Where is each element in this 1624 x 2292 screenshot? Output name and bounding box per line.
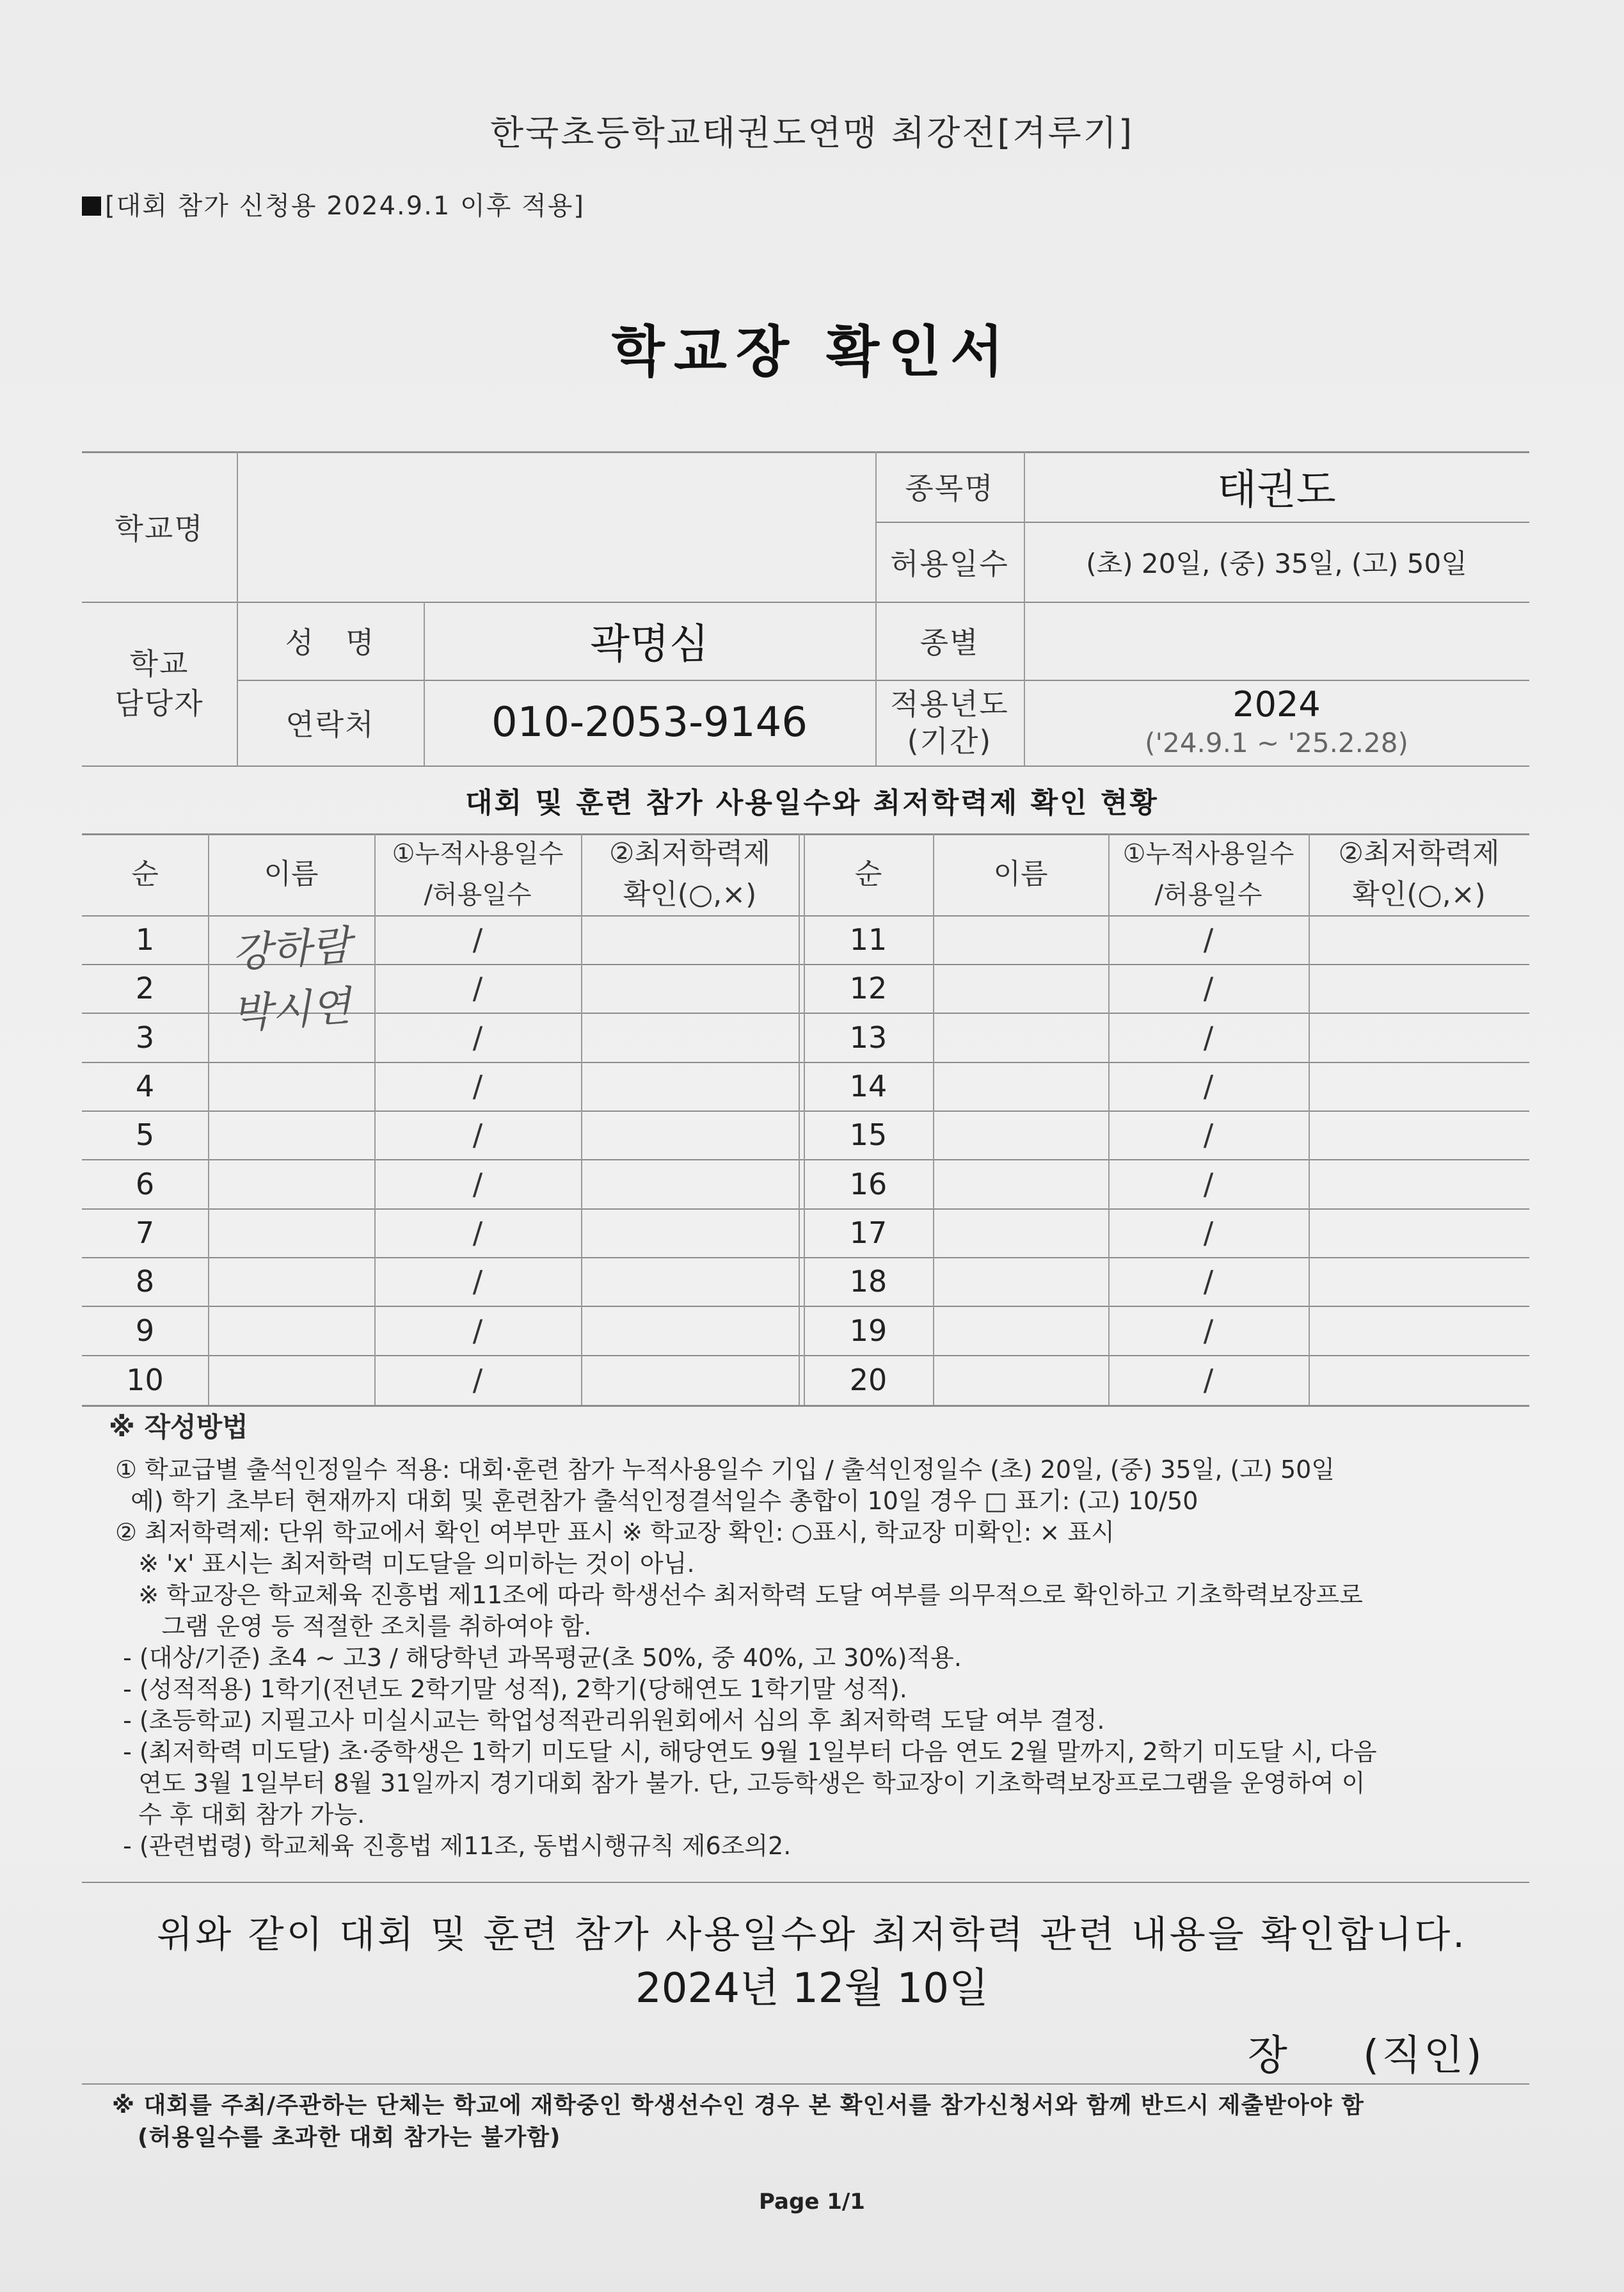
section-rule [82, 2083, 1529, 2085]
row-number: 3 [135, 1020, 155, 1055]
sport-label: 종목명 [905, 471, 994, 506]
row-number: 6 [135, 1166, 155, 1201]
header-usage: ①누적사용일수 /허용일수 [392, 839, 564, 910]
table-divider [581, 833, 582, 1405]
instruction-line: 연도 3월 1일부터 8월 31일까지 경기대회 참가 불가. 단, 고등학생은 학교장이 기초학력보장프로그램을 운영하여 이 [115, 1769, 1365, 1797]
school-name-label: 학교명 [115, 511, 204, 546]
row-number: 5 [135, 1118, 155, 1152]
usage-cell: / [472, 1215, 483, 1250]
usage-cell: / [472, 971, 483, 1006]
header-academic: ②최저학력제 확인(○,×) [609, 837, 770, 911]
row-number: 14 [849, 1069, 888, 1103]
category-value [1024, 602, 1529, 680]
row-number: 18 [849, 1264, 888, 1299]
row-number: 12 [849, 971, 888, 1006]
instruction-line: - (대상/기준) 초4 ~ 고3 / 해당학년 과목평균(초 50%, 중 40%, 고 30%)적용. [115, 1644, 962, 1672]
square-bullet-icon [82, 196, 101, 216]
row-number: 11 [849, 922, 888, 957]
usage-cell: / [1203, 971, 1214, 1006]
usage-cell: / [1203, 1215, 1214, 1250]
row-number: 7 [135, 1215, 155, 1250]
confirmation-statement: 위와 같이 대회 및 훈련 참가 사용일수와 최저학력 관련 내용을 확인합니다. [157, 1912, 1467, 1956]
apply-year-cell [1024, 680, 1529, 765]
federation-header: 한국초등학교태권도연맹 최강전[겨루기] [490, 113, 1134, 153]
apply-year-label: 적용년도 (기간) [890, 687, 1009, 758]
notice-text: [대회 참가 신청용 2024.9.1 이후 적용] [105, 191, 585, 221]
row-number: 4 [135, 1069, 155, 1103]
usage-cell: / [472, 1069, 483, 1103]
apply-period-value: ('24.9.1 ~ '25.2.28) [1145, 727, 1408, 758]
usage-cell: / [472, 922, 483, 957]
instruction-line: - (초등학교) 지필고사 미실시교는 학업성적관리위원회에서 심의 후 최저학력 도달 여부 결정. [115, 1706, 1105, 1735]
application-notice [82, 186, 585, 222]
info-rule [82, 765, 1529, 767]
instruction-line: - (최저학력 미도달) 초·중학생은 1학기 미도달 시, 해당연도 9월 1일부터 다음 연도 2월 말까지, 2학기 미도달 시, 다음 [115, 1738, 1377, 1766]
table-divider [1309, 833, 1310, 1405]
student-name-handwritten: 박시연 [230, 982, 353, 1039]
writing-instructions [109, 1411, 1459, 1862]
school-manager-label: 학교 담당자 [115, 646, 204, 721]
table-rule [82, 1405, 1529, 1407]
instruction-line: ※ 'x' 표시는 최저학력 미도달을 의미하는 것이 아님. [115, 1550, 695, 1578]
row-number: 9 [135, 1313, 155, 1348]
section-rule [82, 1882, 1529, 1883]
sport-value: 태권도 [1217, 467, 1336, 514]
row-number: 15 [849, 1118, 888, 1152]
status-section-title: 대회 및 훈련 참가 사용일수와 최저학력제 확인 현황 [465, 787, 1159, 819]
header-name: 이름 [993, 858, 1048, 890]
usage-cell: / [472, 1313, 483, 1348]
table-divider [933, 833, 934, 1405]
table-divider [799, 833, 800, 1405]
instruction-line: - (성적적용) 1학기(전년도 2학기말 성적), 2학기(당해연도 1학기말 성적). [115, 1675, 907, 1703]
header-no: 순 [131, 858, 159, 890]
instruction-line: 예) 학기 초부터 현재까지 대회 및 훈련참가 출석인정결석일수 총합이 10일 경우 □ 표기: (고) 10/50 [115, 1487, 1198, 1515]
row-number: 1 [135, 922, 155, 957]
usage-cell: / [472, 1166, 483, 1201]
footnote-line: ※ 대회를 주최/주관하는 단체는 학교에 재학중인 학생선수인 경우 본 확인서를 참가신청서와 함께 반드시 제출받아야 함 [112, 2092, 1364, 2119]
row-number: 17 [849, 1215, 888, 1250]
instruction-line: - (관련법령) 학교체육 진흥법 제11조, 동법시행규칙 제6조의2. [115, 1832, 792, 1860]
header-academic: ②최저학력제 확인(○,×) [1338, 837, 1500, 911]
usage-cell: / [1203, 1264, 1214, 1299]
usage-cell: / [1203, 1020, 1214, 1055]
row-number: 16 [849, 1166, 888, 1201]
instruction-line: ※ 학교장은 학교체육 진흥법 제11조에 따라 학생선수 최저학력 도달 여부를 의무적으로 확인하고 기초학력보장프로 [115, 1581, 1363, 1609]
usage-cell: / [1203, 1166, 1214, 1201]
submission-footnote [112, 2090, 1520, 2154]
instruction-line: 그램 운영 등 적절한 조치를 취하여야 함. [115, 1612, 592, 1640]
instructions-heading: ※ 작성방법 [109, 1411, 248, 1443]
usage-cell: / [1203, 1118, 1214, 1152]
row-number: 8 [135, 1264, 155, 1299]
contact-value: 010-2053-9146 [491, 699, 808, 746]
table-divider [208, 833, 209, 1405]
manager-name-label: 성 명 [285, 625, 376, 660]
usage-cell: / [1203, 1363, 1214, 1397]
apply-year-value: 2024 [1232, 684, 1321, 725]
header-no: 순 [854, 858, 882, 890]
header-usage: ①누적사용일수 /허용일수 [1122, 839, 1294, 910]
header-name: 이름 [264, 858, 319, 890]
page-number: Page 1/1 [759, 2189, 865, 2215]
usage-cell: / [472, 1363, 483, 1397]
school-name-value [237, 451, 875, 602]
manager-name-value: 곽명심 [590, 621, 709, 668]
allowed-days-label: 허용일수 [890, 546, 1009, 581]
principal-seal-line: 장 (직인) [1248, 2032, 1485, 2080]
row-number: 13 [849, 1020, 888, 1055]
instruction-line: ① 학교급별 출석인정일수 적용: 대회·훈련 참가 누적사용일수 기입 / 출석인정일수 (초) 20일, (중) 35일, (고) 50일 [115, 1455, 1335, 1484]
usage-cell: / [472, 1264, 483, 1299]
row-number: 2 [135, 971, 155, 1006]
row-number: 19 [849, 1313, 888, 1348]
student-name-handwritten: 강하람 [230, 922, 353, 978]
confirmation-date: 2024년 12월 10일 [635, 1965, 989, 2012]
row-number: 20 [849, 1363, 888, 1397]
usage-cell: / [1203, 922, 1214, 957]
document-title: 학교장 확인서 [611, 320, 1013, 384]
usage-cell: / [1203, 1069, 1214, 1103]
usage-cell: / [472, 1020, 483, 1055]
footnote-line: (허용일수를 초과한 대회 참가는 불가함) [138, 2124, 561, 2151]
allowed-days-value: (초) 20일, (중) 35일, (고) 50일 [1086, 547, 1467, 579]
instruction-line: 수 후 대회 참가 가능. [115, 1800, 365, 1829]
usage-cell: / [472, 1118, 483, 1152]
usage-cell: / [1203, 1313, 1214, 1348]
row-number: 10 [126, 1363, 164, 1397]
contact-label: 연락처 [285, 707, 375, 742]
category-label: 종별 [919, 625, 980, 660]
instruction-line: ② 최저학력제: 단위 학교에서 확인 여부만 표시 ※ 학교장 확인: ○표시, 학교장 미확인: × 표시 [115, 1518, 1115, 1546]
